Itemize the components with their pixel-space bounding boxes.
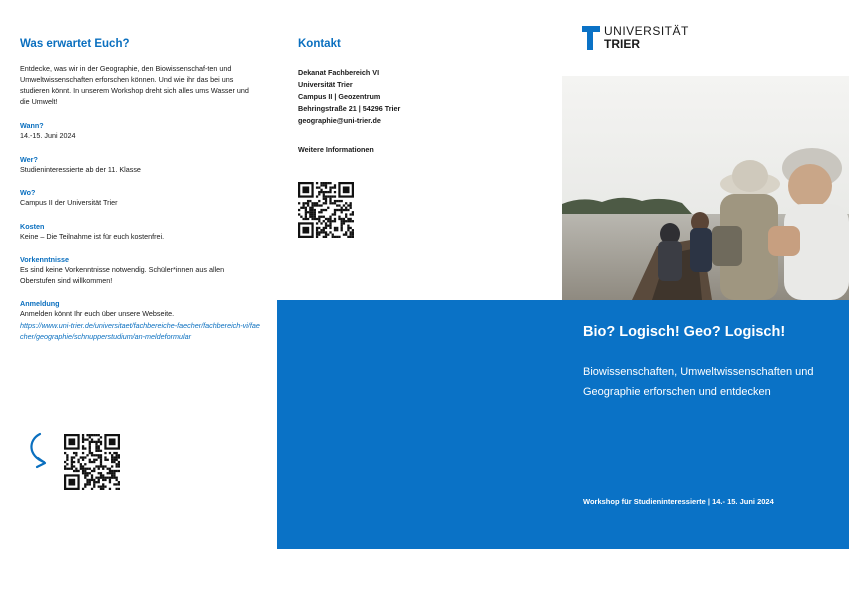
registration-qr-code[interactable] (64, 434, 120, 490)
contact-line: Campus II | Geozentrum (298, 92, 381, 101)
registration-link[interactable]: https://www.uni-trier.de/universitaet/fachbereiche-faecher/fachbereich-vi/faecher/geographie/schnupperstudium/an-meldeformular (20, 320, 260, 341)
contact-heading: Kontakt (298, 38, 341, 50)
curved-arrow-icon (26, 430, 56, 470)
river-boat-photo (562, 76, 849, 300)
where-value: Campus II der Universität Trier (20, 198, 118, 207)
logo-line-1: UNIVERSITÄT (604, 24, 689, 38)
contact-line: Universität Trier (298, 80, 353, 89)
contact-line: Dekanat Fachbereich VI (298, 68, 380, 77)
left-column (20, 38, 260, 342)
university-logo-icon (582, 26, 600, 50)
registration-value: Anmelden könnt Ihr euch über unsere Webseite. (20, 309, 175, 318)
cost-label: Kosten (20, 221, 45, 231)
intro-text: Entdecke, was wir in der Geographie, den Biowissenschaf-ten und Umweltwissenschaften erforschen können. Und wie ihr das bei uns studieren könnt. In unserem Workshop dreht sich alles ums Wasser und die Umwelt! (20, 64, 249, 106)
more-info-label: Weitere Informationen (298, 145, 374, 154)
logo-line-2: TRIER (604, 37, 640, 51)
left-heading: Was erwartet Euch? (20, 38, 130, 50)
contact-line: Behringstraße 21 | 54296 Trier (298, 104, 401, 113)
where-label: Wo? (20, 188, 36, 197)
registration-label: Anmeldung (20, 299, 60, 308)
contact-column (298, 38, 498, 162)
info-qr-code[interactable] (298, 182, 354, 238)
when-value: 14.-15. Juni 2024 (20, 131, 76, 140)
title-panel (277, 300, 849, 549)
panel-title: Bio? Logisch! Geo? Logisch! (583, 324, 786, 340)
who-value: Studieninteressierte ab der 11. Klasse (20, 164, 141, 174)
when-label: Wann? (20, 121, 44, 130)
contact-email[interactable]: geographie@uni-trier.de (298, 116, 381, 125)
panel-footer: Workshop für Studieninteressierte | 14.- 15. Juni 2024 (583, 497, 774, 506)
prior-knowledge-label: Vorkenntnisse (20, 255, 69, 264)
university-logo (582, 24, 722, 54)
contact-address (298, 67, 498, 127)
prior-knowledge-value: Es sind keine Vorkenntnisse notwendig. Schüler*innen aus allen Oberstufen sind willkommen! (20, 265, 225, 285)
panel-subtitle: Biowissenschaften, Umweltwissenschaften und Geographie erforschen und entdecken (583, 366, 814, 398)
who-label: Wer? (20, 154, 38, 164)
cost-value: Keine – Die Teilnahme ist für euch kostenfrei. (20, 231, 165, 241)
